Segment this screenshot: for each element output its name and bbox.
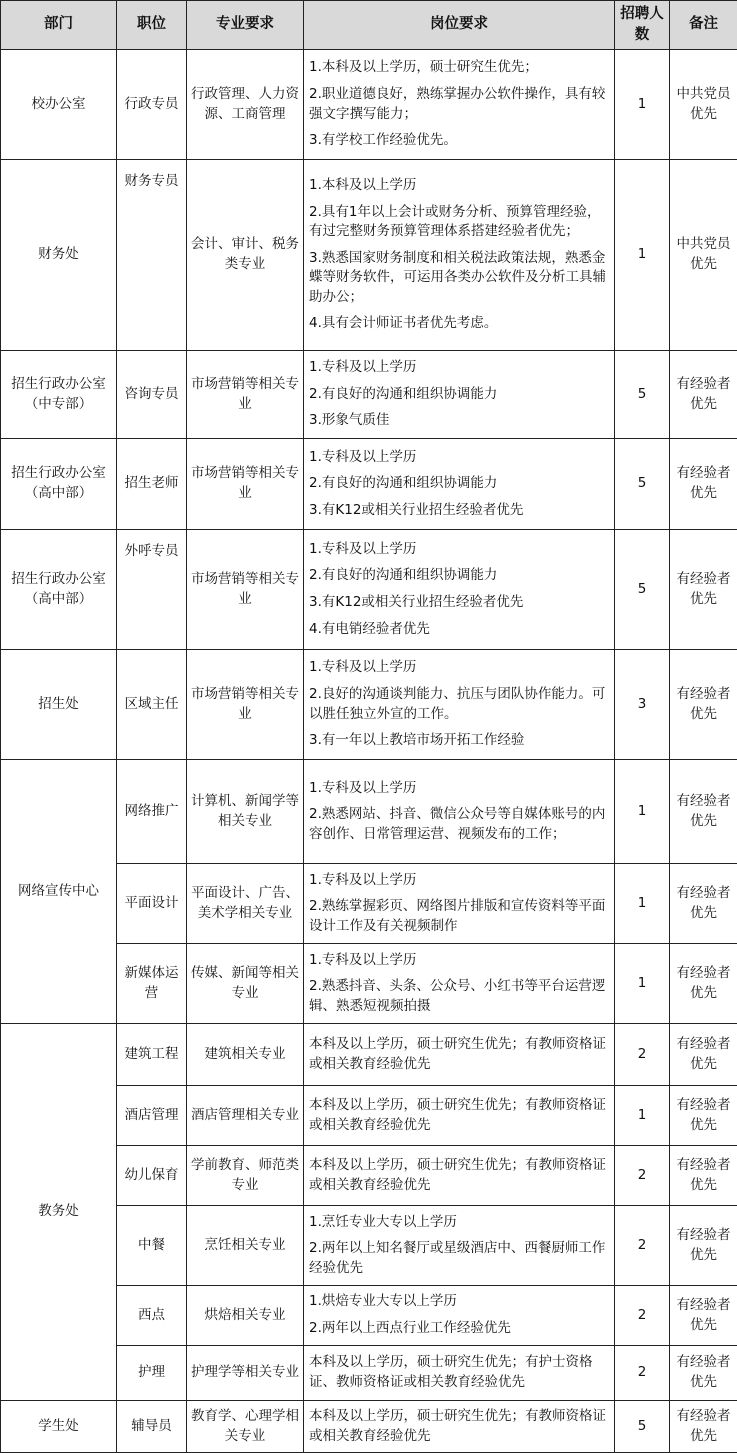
requirements-cell: [304, 650, 615, 760]
dept-cell: 财务处: [1, 160, 117, 351]
major-cell: 酒店管理相关专业: [187, 1086, 304, 1146]
requirement-item: 本科及以上学历，硕士研究生优先；有教师资格证或相关教育经验优先: [309, 1035, 609, 1074]
dept-cell: 教务处: [1, 1024, 117, 1401]
dept-cell: 校办公室: [1, 50, 117, 160]
requirement-item: 1.专科及以上学历: [309, 358, 609, 378]
position-cell: 幼儿保育: [117, 1146, 187, 1206]
position-cell: 行政专员: [117, 50, 187, 160]
count-cell: 5: [615, 439, 670, 530]
requirement-item: 1.专科及以上学历: [309, 540, 609, 560]
position-cell: 咨询专员: [117, 351, 187, 439]
header-major: 专业要求: [187, 1, 304, 50]
requirements-cell: [304, 1146, 615, 1206]
requirement-item: 3.有K12或相关行业招生经验者优先: [309, 501, 609, 521]
requirements-cell: [304, 439, 615, 530]
requirement-item: 3.有学校工作经验优先。: [309, 131, 609, 151]
requirements-cell: [304, 944, 615, 1024]
header-count: 招聘人数: [615, 1, 670, 50]
position-cell: 护理: [117, 1346, 187, 1401]
note-cell: 有经验者优先: [670, 760, 737, 864]
requirement-item: 本科及以上学历，硕士研究生优先；有教师资格证或相关教育经验优先: [309, 1407, 609, 1446]
major-cell: 会计、审计、税务类专业: [187, 160, 304, 351]
dept-cell: 招生行政办公室（中专部）: [1, 351, 117, 439]
count-cell: 2: [615, 1346, 670, 1401]
dept-cell: 招生处: [1, 650, 117, 760]
note-cell: 有经验者优先: [670, 1086, 737, 1146]
position-cell: 招生老师: [117, 439, 187, 530]
major-cell: 行政管理、人力资源、工商管理: [187, 50, 304, 160]
position-cell: 辅导员: [117, 1401, 187, 1453]
dept-cell: 学生处: [1, 1401, 117, 1453]
note-cell: 有经验者优先: [670, 1206, 737, 1286]
note-cell: 有经验者优先: [670, 1024, 737, 1086]
count-cell: 2: [615, 1024, 670, 1086]
position-cell: 中餐: [117, 1206, 187, 1286]
requirement-item: 1.专科及以上学历: [309, 951, 609, 971]
count-cell: 5: [615, 530, 670, 650]
requirement-item: 4.有电销经验者优先: [309, 620, 609, 640]
table-row: [1, 50, 737, 160]
major-cell: 市场营销等相关专业: [187, 650, 304, 760]
note-cell: 有经验者优先: [670, 439, 737, 530]
note-cell: 中共党员优先: [670, 160, 737, 351]
major-cell: 市场营销等相关专业: [187, 530, 304, 650]
count-cell: 1: [615, 50, 670, 160]
requirement-item: 本科及以上学历，硕士研究生优先；有教师资格证或相关教育经验优先: [309, 1156, 609, 1195]
note-cell: 有经验者优先: [670, 1146, 737, 1206]
requirement-item: 1.专科及以上学历: [309, 658, 609, 678]
count-cell: 1: [615, 1086, 670, 1146]
table-row: [1, 351, 737, 439]
requirement-item: 3.有K12或相关行业招生经验者优先: [309, 593, 609, 613]
requirement-item: 1.本科及以上学历，硕士研究生优先；: [309, 58, 609, 78]
requirement-item: 1.专科及以上学历: [309, 871, 609, 891]
position-cell: 建筑工程: [117, 1024, 187, 1086]
requirement-item: 2.两年以上西点行业工作经验优先: [309, 1319, 609, 1339]
requirements-cell: [304, 1286, 615, 1346]
position-cell: 外呼专员: [117, 530, 187, 650]
requirements-cell: [304, 1086, 615, 1146]
major-cell: 建筑相关专业: [187, 1024, 304, 1086]
count-cell: 2: [615, 1146, 670, 1206]
dept-cell: 招生行政办公室（高中部）: [1, 530, 117, 650]
header-dept: 部门: [1, 1, 117, 50]
requirement-item: 4.具有会计师证书者优先考虑。: [309, 314, 609, 334]
requirement-item: 2.良好的沟通谈判能力、抗压与团队协作能力。可以胜任独立外宣的工作。: [309, 685, 609, 724]
major-cell: 市场营销等相关专业: [187, 439, 304, 530]
position-cell: 财务专员: [117, 160, 187, 351]
position-cell: 区域主任: [117, 650, 187, 760]
major-cell: 烹饪相关专业: [187, 1206, 304, 1286]
requirement-item: 2.有良好的沟通和组织协调能力: [309, 474, 609, 494]
count-cell: 1: [615, 944, 670, 1024]
major-cell: 平面设计、广告、美术学相关专业: [187, 864, 304, 944]
table-row: [1, 1024, 737, 1086]
requirements-cell: [304, 1024, 615, 1086]
note-cell: 有经验者优先: [670, 650, 737, 760]
major-cell: 学前教育、师范类专业: [187, 1146, 304, 1206]
major-cell: 教育学、心理学相关专业: [187, 1401, 304, 1453]
requirement-item: 2.熟悉抖音、头条、公众号、小红书等平台运营逻辑、熟悉短视频拍摄: [309, 977, 609, 1016]
requirements-cell: [304, 760, 615, 864]
note-cell: 有经验者优先: [670, 864, 737, 944]
requirement-item: 本科及以上学历，硕士研究生优先；有教师资格证或相关教育经验优先: [309, 1096, 609, 1135]
header-position: 职位: [117, 1, 187, 50]
major-cell: 烘焙相关专业: [187, 1286, 304, 1346]
requirement-item: 1.烘焙专业大专以上学历: [309, 1292, 609, 1312]
count-cell: 3: [615, 650, 670, 760]
requirement-item: 1.专科及以上学历: [309, 779, 609, 799]
dept-cell: 网络宣传中心: [1, 760, 117, 1024]
count-cell: 5: [615, 351, 670, 439]
count-cell: 1: [615, 160, 670, 351]
dept-cell: 招生行政办公室（高中部）: [1, 439, 117, 530]
requirement-item: 3.熟悉国家财务制度和相关税法政策法规，熟悉金蝶等财务软件，可运用各类办公软件及分析工具辅助办公；: [309, 249, 609, 308]
requirement-item: 2.有良好的沟通和组织协调能力: [309, 566, 609, 586]
requirements-cell: [304, 1206, 615, 1286]
requirement-item: 1.本科及以上学历: [309, 176, 609, 196]
table-row: [1, 160, 737, 351]
note-cell: 有经验者优先: [670, 1286, 737, 1346]
count-cell: 5: [615, 1401, 670, 1453]
requirement-item: 1.烹饪专业大专以上学历: [309, 1213, 609, 1233]
position-cell: 西点: [117, 1286, 187, 1346]
requirement-item: 2.职业道德良好，熟练掌握办公软件操作，具有较强文字撰写能力；: [309, 85, 609, 124]
table-row: [1, 530, 737, 650]
count-cell: 2: [615, 1286, 670, 1346]
requirement-item: 2.具有1年以上会计或财务分析、预算管理经验，有过完整财务预算管理体系搭建经验者优先；: [309, 203, 609, 242]
header-note: 备注: [670, 1, 737, 50]
note-cell: 中共党员优先: [670, 50, 737, 160]
position-cell: 酒店管理: [117, 1086, 187, 1146]
requirement-item: 2.熟悉网站、抖音、微信公众号等自媒体账号的内容创作、日常管理运营、视频发布的工作；: [309, 805, 609, 844]
major-cell: 传媒、新闻等相关专业: [187, 944, 304, 1024]
requirement-item: 1.专科及以上学历: [309, 448, 609, 468]
requirement-item: 2.熟练掌握彩页、网络图片排版和宣传资料等平面设计工作及有关视频制作: [309, 897, 609, 936]
note-cell: 有经验者优先: [670, 944, 737, 1024]
requirement-item: 2.有良好的沟通和组织协调能力: [309, 385, 609, 405]
position-cell: 新媒体运营: [117, 944, 187, 1024]
major-cell: 护理学等相关专业: [187, 1346, 304, 1401]
requirements-cell: [304, 50, 615, 160]
count-cell: 2: [615, 1206, 670, 1286]
position-cell: 平面设计: [117, 864, 187, 944]
position-cell: 网络推广: [117, 760, 187, 864]
major-cell: 市场营销等相关专业: [187, 351, 304, 439]
table-row: [1, 650, 737, 760]
header-requirements: 岗位要求: [304, 1, 615, 50]
count-cell: 1: [615, 760, 670, 864]
note-cell: 有经验者优先: [670, 530, 737, 650]
requirements-cell: [304, 864, 615, 944]
requirements-cell: [304, 530, 615, 650]
requirements-cell: [304, 1346, 615, 1401]
requirement-item: 本科及以上学历，硕士研究生优先；有护士资格证、教师资格证或相关教育经验优先: [309, 1353, 609, 1392]
requirements-cell: [304, 160, 615, 351]
table-row: [1, 439, 737, 530]
note-cell: 有经验者优先: [670, 1401, 737, 1453]
requirements-cell: [304, 351, 615, 439]
requirement-item: 2.两年以上知名餐厅或星级酒店中、西餐厨师工作经验优先: [309, 1239, 609, 1278]
note-cell: 有经验者优先: [670, 1346, 737, 1401]
table-row: [1, 760, 737, 864]
note-cell: 有经验者优先: [670, 351, 737, 439]
requirement-item: 3.形象气质佳: [309, 411, 609, 431]
count-cell: 1: [615, 864, 670, 944]
major-cell: 计算机、新闻学等相关专业: [187, 760, 304, 864]
header-row: [1, 1, 737, 50]
requirement-item: 3.有一年以上教培市场开拓工作经验: [309, 731, 609, 751]
